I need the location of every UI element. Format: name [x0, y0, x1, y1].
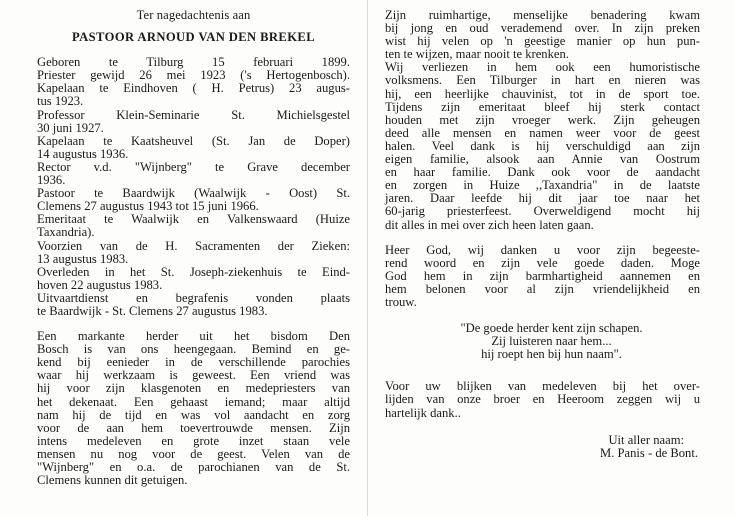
remembrance-line: halen. Veel dank is hij verschuldigd aan zijn — [385, 138, 700, 153]
tribute-line: waar hij werkzaam is geweest. Een vriend was — [37, 368, 350, 383]
character-paragraph — [385, 0, 700, 61]
remembrance-line: hij, een heerlijke chauvinist, tot in de sport toe. — [385, 86, 700, 101]
tribute-line: mensen nu nog voor de geest. Velen van de — [37, 446, 350, 461]
signature-intro: Uit aller naam: — [608, 432, 684, 447]
tribute-line: Een markante herder uit het bisdom Den — [37, 329, 350, 344]
deceased-name: PASTOOR ARNOUD VAN DEN BREKEL — [72, 30, 315, 45]
career-line: Geboren te Tilburg 15 februari 1899. — [37, 55, 350, 70]
thanks-paragraph — [385, 380, 700, 419]
career-line: Emeritaat te Waalwijk en Valkenswaard (Huize — [37, 212, 350, 227]
tribute-line: hij voor zijn klasgenoten en medepriesters van — [37, 381, 350, 396]
character-line: bij jong en oud verademend over. In zijn preken — [385, 21, 700, 36]
career-line: 13 augustus 1983. — [37, 251, 129, 266]
quote-line: hij roept hen bij hun naam". — [481, 347, 622, 362]
thanks-line: lijden van onze broer en Heeroom zeggen wij u — [385, 392, 700, 407]
character-line: wist hij velen op 'n geestige manier op hun pun- — [385, 34, 700, 49]
prayer-line: trouw. — [385, 294, 417, 309]
prayer-line: Heer God, wij danken u voor zijn begeeste- — [385, 242, 700, 257]
career-line: Taxandria). — [37, 225, 95, 240]
remembrance-line: eigen familie, alsook aan Annie van Oostrum — [385, 152, 700, 167]
career-line: 30 juni 1927. — [37, 120, 104, 135]
tribute-line: het dekenaat. Een gehaast iemand; maar altijd — [37, 394, 350, 409]
signature-block — [385, 434, 700, 460]
remembrance-line: jaren. Daar leefde hij dit jaar toe naar het — [385, 191, 700, 206]
memorial-intro: Ter nagedachtenis aan — [136, 8, 251, 22]
tribute-line: voor de aan hem toevertrouwde mensen. Zijn — [37, 420, 350, 435]
remembrance-line: volksmens. Een Tilburger in hart en nieren was — [385, 73, 700, 88]
tribute-line: Bosch is van ons heengegaan. Bemind en ge- — [37, 342, 350, 357]
quote-line: "De goede herder kent zijn schapen. — [460, 321, 643, 336]
character-line: ten te wijzen, maar nooit te krenken. — [385, 47, 569, 62]
tribute-line: intens medeleven en grote inzet staan vele — [37, 433, 350, 448]
remembrance-line: Tijdens zijn emeritaat bleef hij sterk contact — [385, 99, 700, 114]
left-page — [37, 0, 350, 487]
remembrance-line: Wij verliezen in hem ook een humoristische — [385, 60, 700, 75]
remembrance-line: en haar familie. Dank ook voor de aandacht — [385, 165, 700, 180]
thanks-line: Voor uw blijken van medeleven bij het over- — [385, 379, 700, 394]
career-line: 14 augustus 1936. — [37, 146, 129, 161]
remembrance-line: dit alles in mei over zich heen laten gaan. — [385, 217, 594, 232]
right-page — [385, 0, 700, 460]
prayer-line: hem belonen voor al zijn vriendelijkheid en — [385, 281, 700, 296]
remembrance-line: deed alle mensen en namen weer voor de geest — [385, 125, 700, 140]
remembrance-line: en zorgen in Huize ,,Taxandria" in de laatste — [385, 178, 700, 193]
card-fold-line — [367, 0, 368, 516]
scripture-quote — [385, 322, 700, 361]
career-line: Uitvaartdienst en begrafenis vonden plaats — [37, 290, 350, 305]
career-line: Priester gewijd 26 mei 1923 ('s Hertogenbosch). — [37, 68, 350, 83]
signature-name: M. Panis - de Bont. — [600, 445, 698, 460]
tribute-paragraph — [37, 330, 350, 487]
quote-line: Zij luisteren naar hem... — [491, 334, 612, 349]
career-line: Voorzien van de H. Sacramenten der Zieken: — [37, 238, 350, 253]
prayer-line: rend woord en zijn vele goede daden. Moge — [385, 255, 700, 270]
career-line: tus 1923. — [37, 94, 84, 109]
character-line: Zijn ruimhartige, menselijke benadering kwam — [385, 8, 700, 22]
career-line: te Baardwijk - St. Clemens 27 augustus 1983. — [37, 303, 268, 318]
prayer-paragraph — [385, 244, 700, 309]
career-line: Kapelaan te Eindhoven ( H. Petrus) 23 augus- — [37, 81, 350, 96]
tribute-line: "Wijnberg" en o.a. de parochianen van de St. — [37, 460, 350, 474]
tribute-line: kend bij eenieder in de verschillende parochies — [37, 355, 350, 370]
career-line: Rector v.d. "Wijnberg" te Grave december — [37, 159, 350, 174]
remembrance-line: houden met zijn vroeger werk. Zijn geheugen — [385, 112, 700, 127]
career-line: Clemens 27 augustus 1943 tot 15 juni 1966. — [37, 199, 259, 214]
remembrance-line: 60-jarig priesterfeest. Overweldigend mocht hij — [385, 204, 700, 219]
prayer-line: God hem in zijn barmhartigheid aannemen en — [385, 268, 700, 283]
career-line: Kapelaan te Kaatsheuvel (St. Jan de Doper) — [37, 133, 350, 148]
remembrance-paragraph — [385, 61, 700, 231]
career-line: Pastoor te Baardwijk (Waalwijk - Oost) St. — [37, 186, 350, 201]
career-list — [37, 56, 350, 318]
career-line: Professor Klein-Seminarie St. Michielsgestel — [37, 107, 350, 122]
career-line: 1936. — [37, 173, 66, 188]
career-line: hoven 22 augustus 1983. — [37, 277, 163, 292]
thanks-line: hartelijk dank.. — [385, 405, 461, 420]
tribute-line: nam hij de tijd en was vol aandacht en zorg — [37, 407, 350, 422]
tribute-line: Clemens kunnen dit getuigen. — [37, 473, 188, 488]
career-line: Overleden in het St. Joseph-ziekenhuis te Eind- — [37, 264, 350, 279]
